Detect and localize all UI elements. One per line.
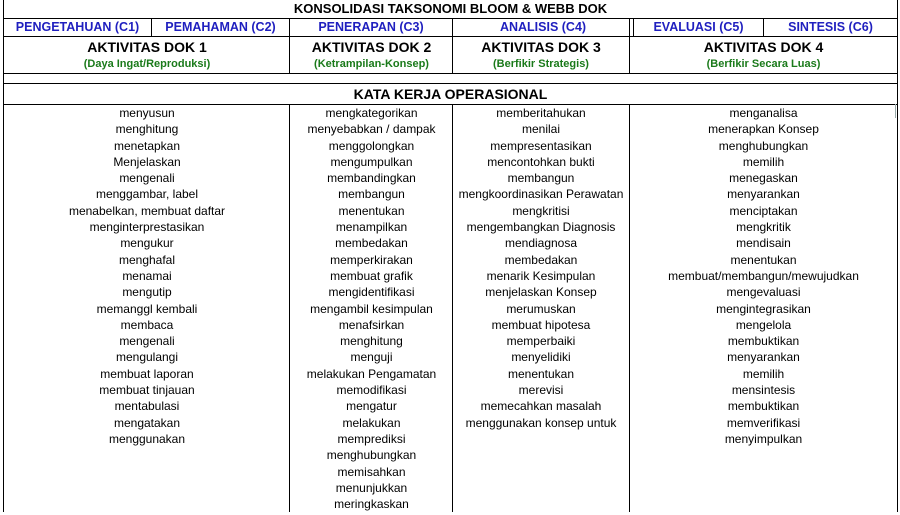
verb-item: mengenali <box>119 171 175 186</box>
verb-item: merevisi <box>518 383 564 398</box>
verb-item: menganalisa <box>729 106 798 120</box>
verbs-dok-4 <box>630 105 897 515</box>
verb-item: mengkritisi <box>512 203 570 218</box>
verb-item: menyarankan <box>727 187 800 202</box>
level-c6: SINTESIS (C6) <box>788 20 873 34</box>
verb-item: memprediksi <box>337 431 406 446</box>
verb-item: mengulangi <box>115 350 179 365</box>
verb-item: menarik Kesimpulan <box>486 268 596 283</box>
verb-item: mensintesis <box>731 383 796 398</box>
verb-item: membuat hipotesa <box>491 317 591 332</box>
dok-3-subtitle: (Berfikir Strategis) <box>493 58 589 70</box>
verb-item: mengevaluasi <box>726 285 801 300</box>
verb-item: memilih <box>742 154 785 169</box>
verb-item: mengkoordinasikan Perawatan <box>458 187 624 202</box>
verb-item: menyelidiki <box>511 350 571 365</box>
level-c2: PEMAHAMAN (C2) <box>165 20 276 34</box>
verb-item: mengidentifikasi <box>328 285 415 300</box>
verb-item: menyimpulkan <box>724 431 803 446</box>
verb-item: menilai <box>521 122 560 137</box>
verb-item: merumuskan <box>506 301 576 316</box>
dok-1-header <box>4 37 290 73</box>
verb-item: memperbaiki <box>506 334 576 349</box>
verb-item: mendiagnosa <box>504 236 578 251</box>
verb-item: mengambil kesimpulan <box>310 301 433 316</box>
verb-item: mengatakan <box>113 415 181 430</box>
verb-item: mengkategorikan <box>325 106 418 120</box>
verb-item: membuat/membangun/mewujudkan <box>668 268 859 283</box>
verb-item: melakukan <box>342 415 401 430</box>
verbs-dok-3 <box>453 105 629 515</box>
verb-item: mengkritik <box>736 220 791 235</box>
page-title: KONSOLIDASI TAKSONOMI BLOOM & WEBB DOK <box>293 1 608 16</box>
verb-item: menyusun <box>119 106 175 120</box>
verb-item: memilih <box>742 366 785 381</box>
verbs-dok-2 <box>291 105 452 515</box>
verb-item: membangun <box>507 171 575 186</box>
verb-item: menerapkan Konsep <box>708 122 819 137</box>
verb-item: membedakan <box>335 236 408 251</box>
verb-item: menginterprestasikan <box>89 220 205 235</box>
verb-item: membedakan <box>504 252 578 267</box>
level-c4: ANALISIS (C4) <box>499 20 587 34</box>
verb-item: mendisain <box>736 236 791 251</box>
dok-2-heading: AKTIVITAS DOK 2 <box>311 39 432 55</box>
kko-heading: KATA KERJA OPERASIONAL <box>353 86 548 102</box>
verb-item: mengumpulkan <box>330 154 413 169</box>
dok-3-heading: AKTIVITAS DOK 3 <box>481 39 601 55</box>
dok-4-subtitle: (Berfikir Secara Luas) <box>706 58 821 70</box>
verb-item: mengelola <box>735 317 792 332</box>
verb-item: mempresentasikan <box>490 138 592 153</box>
verb-item: mengukur <box>120 236 174 251</box>
verb-item: memodifikasi <box>336 383 407 398</box>
level-c1: PENGETAHUAN (C1) <box>15 20 140 34</box>
verb-item: menggambar, label <box>95 187 199 202</box>
verb-item: menentukan <box>730 252 797 267</box>
dok-4-heading: AKTIVITAS DOK 4 <box>703 39 824 55</box>
verb-item: mengintegrasikan <box>716 301 811 316</box>
level-c5: EVALUASI (C5) <box>653 20 744 34</box>
verb-item: memberitahukan <box>496 106 586 120</box>
verb-item: menentukan <box>338 203 405 218</box>
verb-item: membuktikan <box>727 399 800 414</box>
verb-item: membuat tinjauan <box>99 383 195 398</box>
dok-4-header <box>630 37 897 73</box>
dok-2-subtitle: (Ketrampilan-Konsep) <box>314 58 429 70</box>
level-c3: PENERAPAN (C3) <box>318 20 424 34</box>
verb-item: memecahkan masalah <box>480 399 602 414</box>
verb-item: menamai <box>122 268 172 283</box>
verb-item: menentukan <box>507 366 575 381</box>
verb-item: Menjelaskan <box>113 154 181 169</box>
verb-item: mengenali <box>119 334 175 349</box>
verb-item: menafsirkan <box>338 317 405 332</box>
verb-item: mengutip <box>122 285 172 300</box>
verb-item: membuktikan <box>727 334 800 349</box>
verb-item: menghitung <box>340 334 403 349</box>
verb-item: melakukan Pengamatan <box>306 366 437 381</box>
verb-item: membandingkan <box>327 171 416 186</box>
verb-item: memanggl kembali <box>96 301 198 316</box>
dok-1-heading: AKTIVITAS DOK 1 <box>87 39 207 55</box>
verb-item: meringkaskan <box>334 497 409 512</box>
verb-item: menyebabkan / dampak <box>307 122 436 137</box>
dok-2-header <box>291 37 452 73</box>
verb-item: memperkirakan <box>330 252 413 267</box>
verb-item: menetapkan <box>113 138 181 153</box>
dok-1-subtitle: (Daya Ingat/Reproduksi) <box>83 58 211 70</box>
verb-item: membangun <box>338 187 405 202</box>
verb-item: membuat grafik <box>330 268 413 283</box>
verb-item: memisahkan <box>337 464 406 479</box>
verb-item: membaca <box>120 317 174 332</box>
verb-item: menjelaskan Konsep <box>485 285 597 300</box>
verb-item: menggunakan <box>108 431 186 446</box>
verb-item: membuat laporan <box>100 366 194 381</box>
verb-item: menghafal <box>118 252 176 267</box>
verb-item: menegaskan <box>729 171 798 186</box>
verb-item: menghitung <box>115 122 179 137</box>
verb-item: menghubungkan <box>718 138 809 153</box>
verb-item: menggolongkan <box>328 138 415 153</box>
verb-item: mentabulasi <box>114 399 180 414</box>
verb-item: menggunakan konsep untuk <box>465 415 617 430</box>
verbs-dok-1 <box>4 105 290 515</box>
verb-item: mengatur <box>346 399 397 414</box>
verb-item: menguji <box>350 350 393 365</box>
verb-item: menunjukkan <box>335 480 408 495</box>
verb-item: menyarankan <box>727 350 800 365</box>
verb-item: mengembangkan Diagnosis <box>466 220 616 235</box>
verb-item: memverifikasi <box>726 415 801 430</box>
verb-item: mencontohkan bukti <box>487 154 595 169</box>
verb-item: menampilkan <box>335 220 408 235</box>
dok-3-header <box>453 37 629 73</box>
verb-item: menciptakan <box>729 203 798 218</box>
verb-item: menabelkan, membuat daftar <box>68 203 226 218</box>
verb-item: menghubungkan <box>326 448 417 463</box>
